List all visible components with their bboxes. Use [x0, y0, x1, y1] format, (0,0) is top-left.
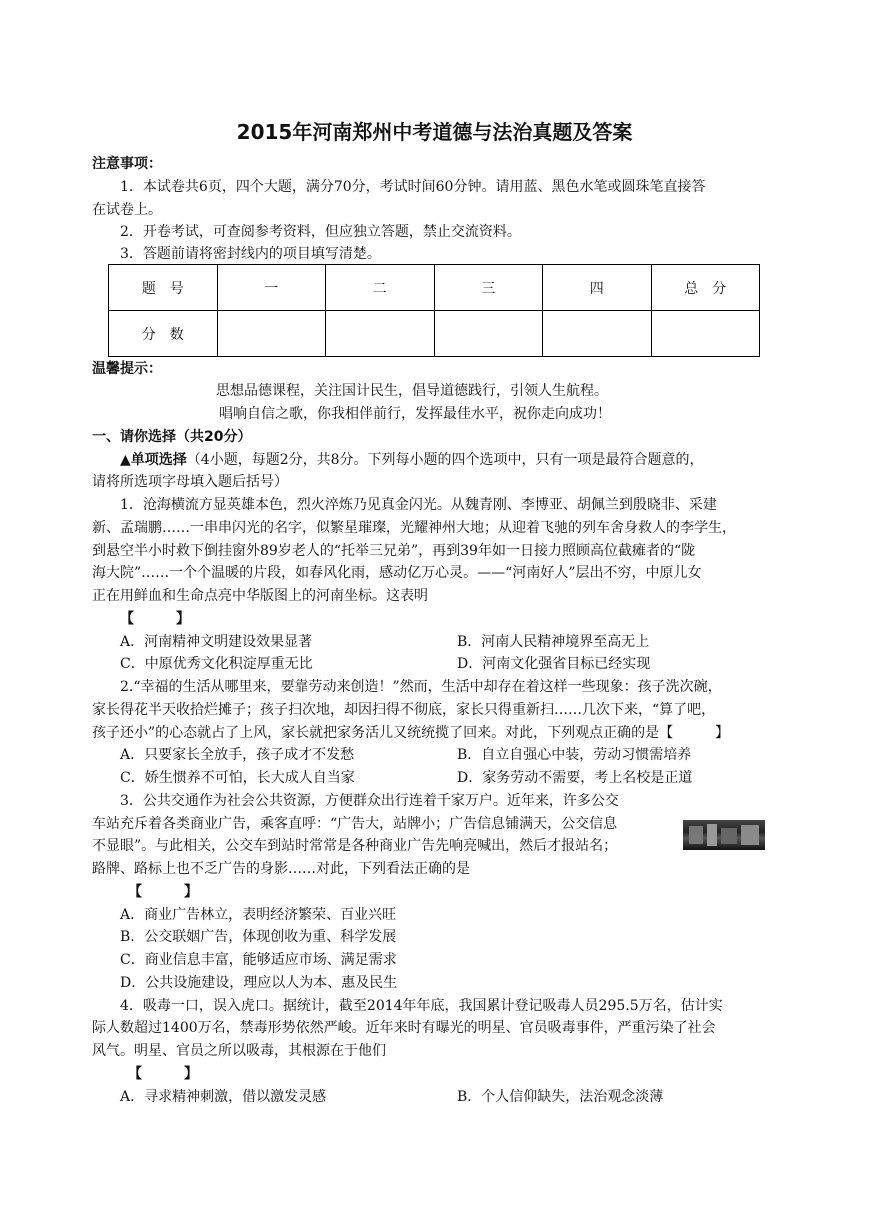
score-header-4: 四 [543, 265, 652, 311]
q3-option-d: D．公共设施建设，理应以人为本、惠及民生 [120, 975, 398, 991]
notice-item-1-cont: 在试卷上。 [92, 202, 162, 218]
tips-line-1: 思想品德课程，关注国计民生，倡导道德践行，引领人生航程。 [216, 383, 608, 399]
section1-intro-line2: 请将所选项字母填入题后括号） [92, 474, 288, 490]
q2-option-b: B．自立自强心中装，劳动习惯需培养 [457, 747, 692, 763]
tips-line-2: 唱响自信之歌，你我相伴前行，发挥最佳水平，祝你走向成功！ [219, 406, 611, 422]
q1-option-c: C．中原优秀文化积淀厚重无比 [120, 656, 313, 672]
q4-line-2: 际人数超过1400万名，禁毒形势依然严峻。近年来时有曝光的明星、官员吸毒事件，严重污染了社会 [92, 1020, 716, 1036]
tips-heading: 温馨提示： [92, 361, 162, 377]
q1-line-5: 正在用鲜血和生命点亮中华版图上的河南坐标。这表明 [92, 588, 428, 604]
notice-heading: 注意事项： [92, 156, 162, 172]
q3-answer-bracket[interactable]: 【 】 [128, 884, 198, 900]
q4-line-3: 风气。明星、官员之所以吸毒，其根源在于他们 [92, 1043, 386, 1059]
score-cell-1[interactable] [217, 311, 326, 357]
q3-option-c: C．商业信息丰富，能够适应市场、满足需求 [120, 952, 397, 968]
q2-line-1: 2.“幸福的生活从哪里来，要靠劳动来创造！”然而，生活中却存在着这样一些现象：孩子洗次碗， [120, 679, 722, 695]
section1-intro-bold: ▲单项选择 [120, 452, 187, 468]
score-header-total: 总 分 [651, 265, 760, 311]
page-title: 2015年河南郑州中考道德与法治真题及答案 [236, 120, 633, 144]
q4-option-a: A．寻求精神刺激，借以激发灵感 [120, 1089, 327, 1105]
score-row-label: 分 数 [109, 311, 218, 357]
score-header-label: 题 号 [109, 265, 218, 311]
score-table [108, 264, 760, 357]
score-header-3: 三 [434, 265, 543, 311]
q3-line-1: 3．公共交通作为社会公共资源，方便群众出行连着千家万户。近年来，许多公交 [120, 793, 619, 809]
section1-heading: 一、请你选择（共20分） [92, 429, 252, 445]
q1-option-b: B．河南人民精神境界至高无上 [457, 634, 650, 650]
notice-item-3: 3．答题前请将密封线内的项目填写清楚。 [120, 246, 381, 262]
q3-line-2: 车站充斥着各类商业广告，乘客直呼：“广告大，站牌小；广告信息铺满天，公交信息 [92, 816, 618, 832]
score-cell-3[interactable] [434, 311, 543, 357]
q1-line-1: 1．沧海横流方显英雄本色，烈火淬炼乃见真金闪光。从魏青刚、李博亚、胡佩兰到殷晓非、采建 [120, 497, 717, 513]
q3-line-3: 不显眼”。与此相关，公交车到站时常常是各种商业广告先响亮喊出，然后才报站名； [92, 838, 618, 854]
notice-item-1: 1．本试卷共6页，四个大题，满分70分，考试时间60分钟。请用蓝、黑色水笔或圆珠笔直接答 [120, 179, 706, 195]
score-cell-4[interactable] [543, 311, 652, 357]
score-header-1: 一 [217, 265, 326, 311]
q2-option-d: D．家务劳动不需要，考上名校是正道 [457, 770, 693, 786]
q4-answer-bracket[interactable]: 【 】 [128, 1066, 198, 1082]
q1-option-d: D．河南文化强省目标已经实现 [457, 656, 651, 672]
q2-line-3: 孩子还小”的心态就占了上风，家长就把家务活儿又统统揽了回来。对此，下列观点正确的是【 】 [92, 725, 730, 741]
q1-line-2: 新、孟瑞鹏……一串串闪光的名字，似繁星璀璨，光耀神州大地；从迎着飞驰的列车舍身救人的李学生， [92, 520, 736, 536]
notice-item-2: 2．开卷考试，可查阅参考资料，但应独立答题，禁止交流资料。 [120, 224, 521, 240]
score-cell-2[interactable] [326, 311, 435, 357]
score-header-2: 二 [326, 265, 435, 311]
q3-option-a: A．商业广告林立，表明经济繁荣、百业兴旺 [120, 907, 397, 923]
q1-line-3: 到悬空半小时救下倒挂窗外89岁老人的“托举三兄弟”，再到39年如一日接力照顾高位截瘫者的“陇 [92, 543, 696, 559]
q3-line-4: 路牌、路标上也不乏广告的身影……对此，下列看法正确的是 [92, 861, 470, 877]
q4-option-b: B．个人信仰缺失，法治观念淡薄 [457, 1089, 664, 1105]
q2-option-a: A．只要家长全放手，孩子成才不发愁 [120, 747, 355, 763]
section1-intro-rest: （4小题，每题2分，共8分。下列每小题的四个选项中，只有一项是最符合题意的， [186, 452, 704, 468]
score-cell-total[interactable] [651, 311, 760, 357]
q1-option-a: A．河南精神文明建设效果显著 [120, 634, 313, 650]
q4-line-1: 4．吸毒一口，误入虎口。据统计，截至2014年年底，我国累计登记吸毒人员295.5万名，估计实 [120, 998, 723, 1014]
bus-stop-ad-photo [683, 820, 765, 850]
q3-option-b: B．公交联姻广告，体现创收为重、科学发展 [120, 929, 397, 945]
q1-answer-bracket[interactable]: 【 】 [120, 611, 190, 627]
section1-intro [120, 449, 704, 471]
q2-option-c: C．娇生惯养不可怕，长大成人自当家 [120, 770, 355, 786]
q1-line-4: 海大院”……一个个温暖的片段，如春风化雨，感动亿万心灵。——“河南好人”层出不穷，中原儿女 [92, 565, 702, 581]
q2-line-2: 家长得花半天收拾烂摊子；孩子扫次地，却因扫得不彻底，家长只得重新扫……几次下来，“算了吧， [92, 702, 716, 718]
